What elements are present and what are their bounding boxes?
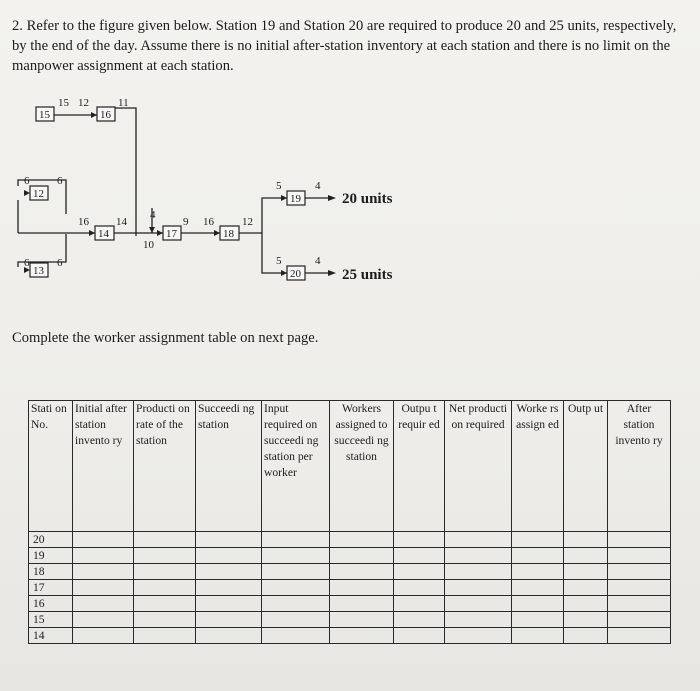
header-output: Outp ut [564,401,608,532]
header-station-no: Stati on No. [29,401,73,532]
svg-text:4: 4 [315,255,321,267]
header-production-rate: Producti on rate of the station [134,401,196,532]
station-19 [287,191,305,205]
station-cell: 18 [29,564,73,580]
station-13 [30,263,48,277]
table-row [29,532,671,548]
svg-text:4: 4 [150,209,156,221]
svg-text:17: 17 [166,228,177,240]
station-20 [287,266,305,280]
station-16 [97,107,115,121]
station-12 [30,186,48,200]
svg-text:12: 12 [78,97,89,109]
svg-text:20: 20 [290,268,301,280]
svg-text:18: 18 [223,228,234,240]
station-cell: 16 [29,596,73,612]
output-label-19: 20 units [342,191,393,207]
header-workers-assigned: Worke rs assign ed [512,401,564,532]
worker-assignment-table [28,400,671,644]
station-15 [36,107,54,121]
svg-text:12: 12 [33,188,44,200]
table-row [29,628,671,644]
station-cell: 20 [29,532,73,548]
svg-text:6: 6 [57,175,63,187]
svg-text:15: 15 [39,109,50,121]
station-cell: 17 [29,580,73,596]
header-net-production: Net producti on required [445,401,512,532]
station-cell: 15 [29,612,73,628]
svg-text:15: 15 [58,97,69,109]
production-flow-diagram [0,90,700,300]
svg-text:10: 10 [143,239,154,251]
table-header-row [29,401,671,532]
station-18 [220,226,239,240]
header-succeeding-station: Succeedi ng station [196,401,262,532]
svg-text:13: 13 [33,265,44,277]
table-row [29,596,671,612]
rate-labels [24,97,321,269]
station-cell: 19 [29,548,73,564]
station-cell: 14 [29,628,73,644]
svg-text:14: 14 [116,216,127,228]
svg-text:4: 4 [315,180,321,192]
station-17 [163,226,181,240]
svg-text:16: 16 [203,216,214,228]
svg-text:6: 6 [24,175,30,187]
header-initial-inventory: Initial after station invento ry [73,401,134,532]
header-after-inventory: After station invento ry [608,401,671,532]
table-row [29,612,671,628]
table-row [29,580,671,596]
output-label-20: 25 units [342,267,393,283]
question-text: 2. Refer to the figure given below. Station 19 and Station 20 are required to produce 20 and 25 units, respectively, by the end of the day. Assume there is no initial after-station inventory at each station and there is no limit on the manpower assignment at each station. [12,18,677,74]
table-row [29,564,671,580]
svg-text:16: 16 [100,109,111,121]
table-row [29,548,671,564]
station-14 [95,226,114,240]
svg-text:5: 5 [276,180,282,192]
svg-text:11: 11 [118,97,129,109]
svg-text:19: 19 [290,193,301,205]
svg-text:6: 6 [24,257,30,269]
instruction-text: Complete the worker assignment table on next page. [12,330,319,346]
header-workers-assigned-succeeding: Workers assigned to succeedi ng station [330,401,394,532]
svg-text:16: 16 [78,216,89,228]
svg-text:9: 9 [183,216,189,228]
svg-text:5: 5 [276,255,282,267]
svg-text:14: 14 [98,228,109,240]
svg-text:12: 12 [242,216,253,228]
header-output-required: Outpu t requir ed [394,401,445,532]
svg-text:6: 6 [57,257,63,269]
header-input-required: Input required on succeedi ng station per worker [262,401,330,532]
